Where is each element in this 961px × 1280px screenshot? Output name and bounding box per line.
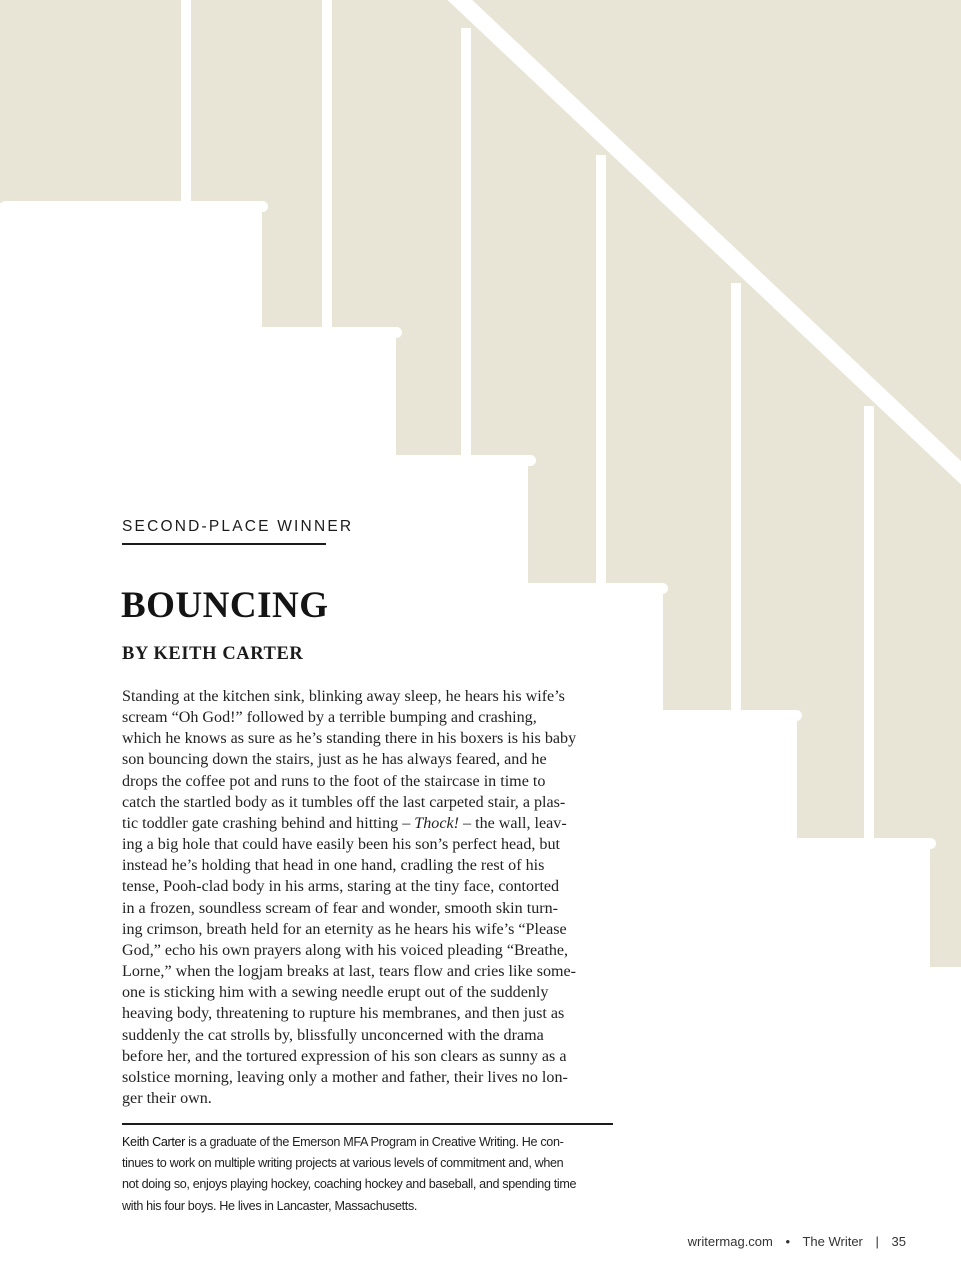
- body-line: drops the coffee pot and runs to the foot of the staircase in time to: [122, 772, 546, 790]
- kicker-underline: [122, 543, 326, 545]
- footer-magazine: The Writer: [802, 1234, 863, 1249]
- bio-line: [122, 1132, 618, 1153]
- section-kicker: SECOND-PLACE WINNER: [122, 518, 354, 535]
- body-line: one is sticking him with a sewing needle erupt out of the suddenly: [122, 984, 549, 1002]
- footer-site: writermag.com: [687, 1234, 773, 1249]
- body-line: instead he’s holding that head in one hand, cradling the rest of his: [122, 857, 545, 875]
- footer-bullet: •: [785, 1234, 791, 1249]
- body-line: ger their own.: [122, 1089, 212, 1107]
- body-line: scream “Oh God!” followed by a terrible bumping and crashing,: [122, 709, 537, 727]
- body-line: Lorne,” when the logjam breaks at last, tears flow and cries like some-: [122, 963, 577, 981]
- article-byline: BY KEITH CARTER: [122, 644, 304, 664]
- body-line: tic toddler gate crashing behind and hitting – Thock! – the wall, leav-: [122, 814, 567, 832]
- body-line: solstice morning, leaving only a mother and father, their lives no lon-: [122, 1068, 568, 1086]
- author-bio: [122, 1132, 618, 1217]
- bio-line: tinues to work on multiple writing projects at various levels of commitment and, when: [122, 1156, 564, 1171]
- bio-divider: [122, 1123, 613, 1125]
- bio-line-text: is a graduate of the Emerson MFA Program in Creative Writing. He con-: [185, 1135, 564, 1149]
- body-line: God,” echo his own prayers along with his voiced pleading “Breathe,: [122, 941, 569, 959]
- page-number: 35: [891, 1234, 906, 1249]
- body-line: Standing at the kitchen sink, blinking away sleep, he hears his wife’s: [122, 688, 565, 705]
- body-line: catch the startled body as it tumbles off the last carpeted stair, a plas-: [122, 793, 566, 811]
- body-line: in a frozen, soundless scream of fear and wonder, smooth skin turn-: [122, 899, 559, 917]
- body-line: tense, Pooh-clad body in his arms, staring at the tiny face, contorted: [122, 878, 560, 896]
- article-title: BOUNCING: [121, 585, 329, 626]
- body-line: heaving body, threatening to rupture his membranes, and then just as: [122, 1005, 565, 1023]
- bio-line: not doing so, enjoys playing hockey, coaching hockey and baseball, and spending time: [122, 1177, 577, 1192]
- body-line: son bouncing down the stairs, just as he has always feared, and he: [122, 751, 547, 769]
- page-footer: [688, 1234, 906, 1249]
- body-line: ing crimson, breath held for an eternity as he hears his wife’s “Please: [122, 920, 567, 938]
- body-line: suddenly the cat strolls by, blissfully unconcerned with the drama: [122, 1026, 544, 1044]
- emphasis-text: Thock!: [414, 814, 459, 832]
- bio-author-name: Keith Carter: [122, 1135, 185, 1149]
- body-line: before her, and the tortured expression of his son clears as sunny as a: [122, 1047, 567, 1065]
- footer-divider: |: [875, 1234, 879, 1249]
- body-line: which he knows as sure as he’s standing there in his boxers is his baby: [122, 730, 577, 748]
- body-line: ing a big hole that could have easily been his son’s perfect head, but: [122, 836, 560, 854]
- bio-line: with his four boys. He lives in Lancaster, Massachusetts.: [122, 1198, 418, 1213]
- article-body: [122, 686, 618, 1109]
